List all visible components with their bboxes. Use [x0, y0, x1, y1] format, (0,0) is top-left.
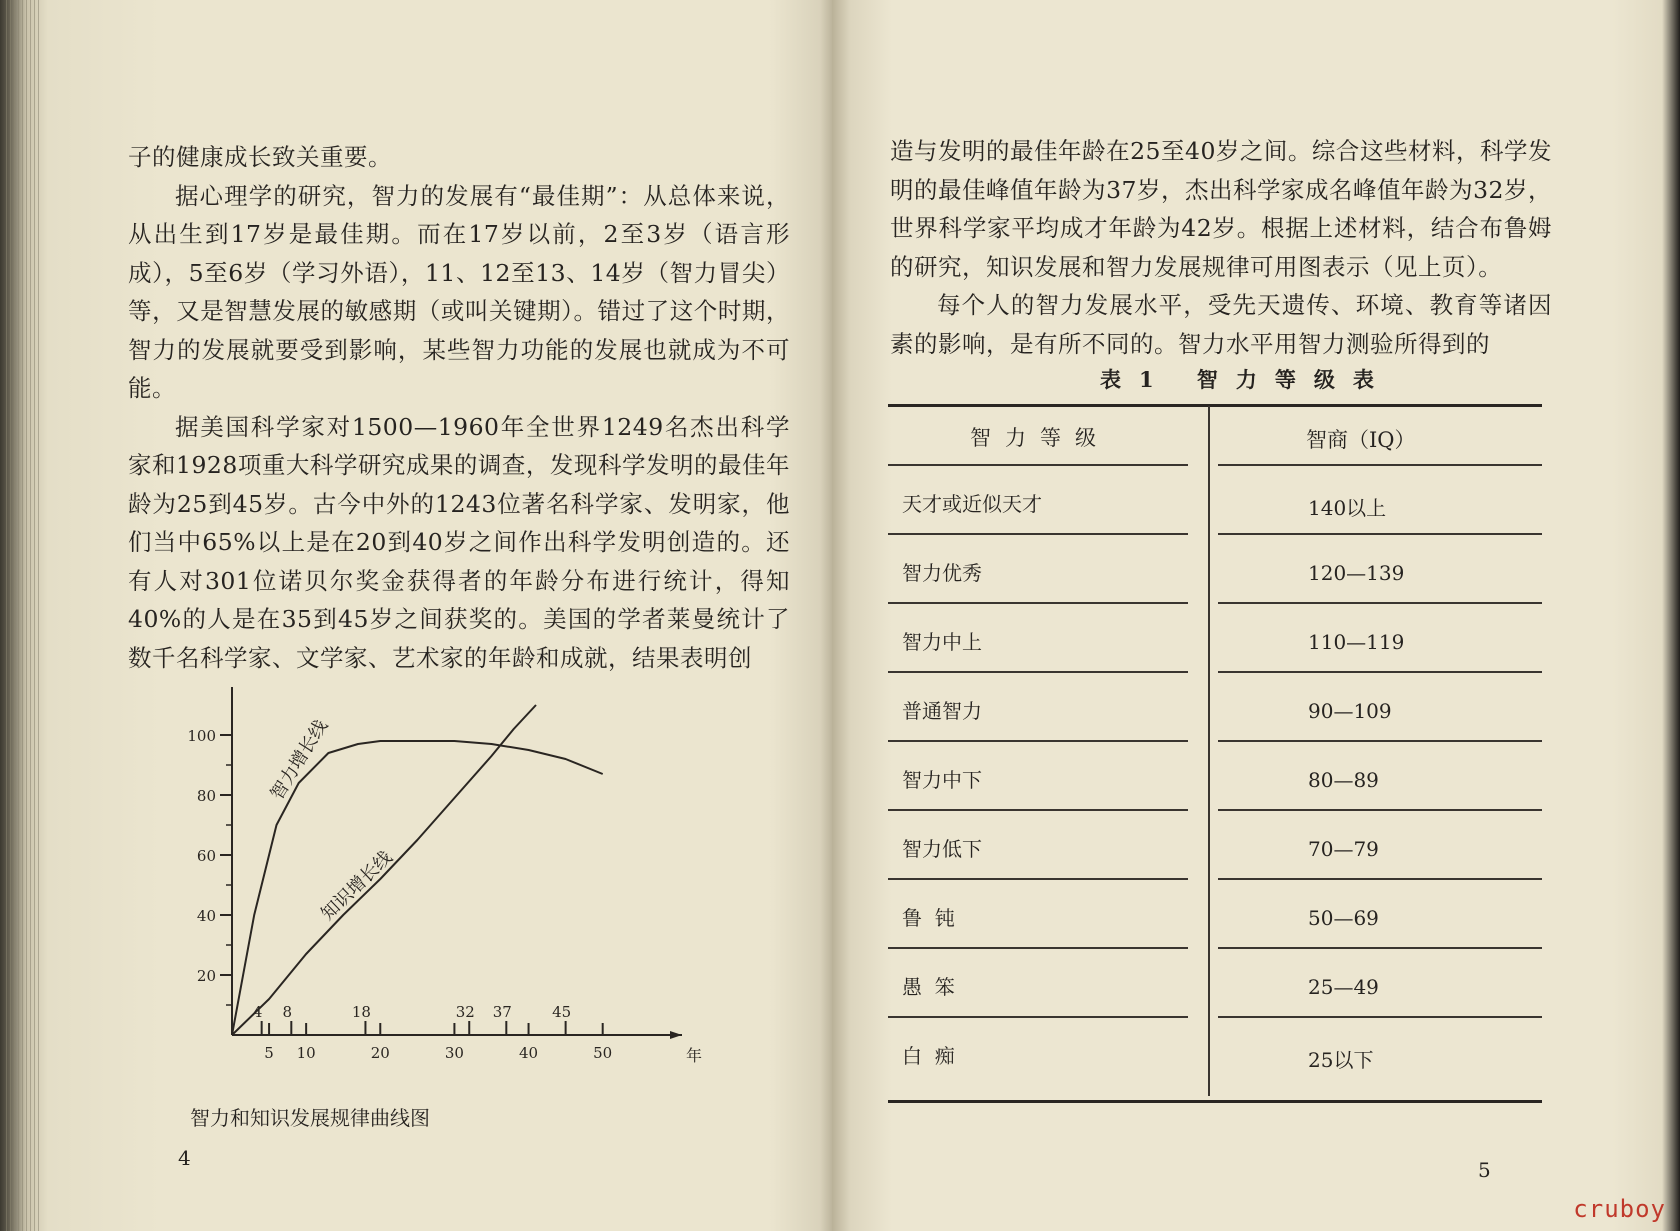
- right-paragraph-1: 造与发明的最佳年龄在25至40岁之间。综合这些材料，科学发明的最佳峰值年龄为37岁，杰出科学家成名峰值年龄为32岁，世界科学家平均成才年龄为42岁。根据上述材料，结合布鲁姆的研究，知识发展和智力发展规律可用图表示（见上页）。: [890, 137, 1552, 281]
- x-axis-arrow: [670, 1031, 682, 1039]
- table-column-divider: [1208, 406, 1210, 1096]
- y-tick-label: 40: [196, 907, 216, 925]
- chart-svg: [150, 680, 710, 1080]
- row-separator-line: [888, 602, 1188, 604]
- development-curve-chart: [150, 680, 710, 1080]
- row-separator-line: [1218, 533, 1542, 535]
- row-separator-line: [1218, 878, 1542, 880]
- x-tick-label: 30: [444, 1044, 464, 1062]
- header-separator-line: [888, 464, 1188, 466]
- grade-cell: 白 痴: [902, 1044, 955, 1068]
- left-paragraph-3: 据美国科学家对1500—1960年全世界1249名杰出科学家和1928项重大科学研究成果的调查，发现科学发明的最佳年龄为25到45岁。古今中外的1243位著名科学家、发明家，他们当中65%以上是在20到40岁之间作出科学发明创造的。还有人对301位诺贝尔奖金获得者的年龄分布进行统计，得知40%的人是在35到45岁之间获奖的。美国的学者莱曼统计了数千名科学家、文学家、艺术家的年龄和成就，结果表明创: [128, 412, 790, 672]
- series-label-knowledge: 知识增长线: [317, 846, 397, 925]
- grade-cell: 智力优秀: [902, 561, 982, 585]
- iq-cell: 70—79: [1308, 837, 1379, 861]
- header-iq: 智商（IQ）: [1306, 428, 1416, 452]
- row-separator-line: [888, 671, 1188, 673]
- row-separator-line: [1218, 740, 1542, 742]
- row-separator-line: [888, 1016, 1188, 1018]
- x-marker-label: 8: [282, 1003, 293, 1021]
- table-bottom-rule: [888, 1100, 1542, 1103]
- grade-cell: 智力中下: [902, 768, 982, 792]
- x-marker-label: 18: [351, 1003, 371, 1021]
- grade-cell: 智力中上: [902, 630, 982, 654]
- row-separator-line: [1218, 671, 1542, 673]
- left-paragraph-2: 据心理学的研究，智力的发展有“最佳期”：从总体来说，从出生到17岁是最佳期。而在17岁以前，2至3岁（语言形成），5至6岁（学习外语），11、12至13、14岁（智力冒尖）等，又是智慧发展的敏感期（或叫关键期）。错过了这个时期，智力的发展就要受到影响，某些智力功能的发展也就成为不可能。: [128, 181, 790, 402]
- header-separator-line: [1218, 464, 1542, 466]
- page-number-right: 5: [1478, 1158, 1491, 1182]
- row-separator-line: [1218, 602, 1542, 604]
- page-number-left: 4: [178, 1146, 191, 1170]
- row-separator-line: [888, 878, 1188, 880]
- row-separator-line: [888, 809, 1188, 811]
- table-top-rule: [888, 404, 1542, 407]
- iq-cell: 110—119: [1308, 630, 1405, 654]
- x-tick-label: 5: [264, 1044, 274, 1062]
- iq-cell: 25—49: [1308, 975, 1379, 999]
- grade-cell: 鲁 钝: [902, 906, 955, 930]
- right-page-text: [890, 132, 1552, 363]
- iq-cell: 140以上: [1308, 496, 1387, 520]
- iq-cell: 25以下: [1308, 1048, 1374, 1072]
- iq-cell: 80—89: [1308, 768, 1379, 792]
- grade-cell: 智力低下: [902, 837, 982, 861]
- row-separator-line: [1218, 1016, 1542, 1018]
- grade-cell: 普通智力: [902, 699, 982, 723]
- watermark: cruboy: [1573, 1195, 1666, 1223]
- row-separator-line: [1218, 809, 1542, 811]
- y-tick-label: 60: [196, 847, 216, 865]
- iq-cell: 90—109: [1308, 699, 1392, 723]
- row-separator-line: [888, 740, 1188, 742]
- table-title: 表1 智力等级表: [1100, 367, 1392, 392]
- x-tick-label: 20: [370, 1044, 390, 1062]
- x-marker-label: 4: [252, 1003, 263, 1021]
- x-axis-label: 年: [686, 1046, 703, 1065]
- x-marker-label: 32: [455, 1003, 475, 1021]
- left-page: [0, 0, 832, 1231]
- iq-grade-table: [888, 400, 1542, 1108]
- series-label-intelligence: 智力增长线: [266, 716, 333, 804]
- grade-cell: 愚 笨: [902, 975, 955, 999]
- row-separator-line: [888, 533, 1188, 535]
- x-tick-label: 50: [593, 1044, 613, 1062]
- grade-cell: 天才或近似天才: [902, 492, 1042, 516]
- page-edge-stack: [6, 0, 40, 1231]
- iq-cell: 50—69: [1308, 906, 1379, 930]
- row-separator-line: [1218, 947, 1542, 949]
- row-separator-line: [888, 947, 1188, 949]
- header-grade: 智力等级: [970, 426, 1110, 450]
- chart-caption: 智力和知识发展规律曲线图: [190, 1106, 430, 1130]
- x-marker-label: 45: [552, 1003, 572, 1021]
- right-paragraph-2: 每个人的智力发展水平，受先天遗传、环境、教育等诸因素的影响，是有所不同的。智力水平用智力测验所得到的: [890, 291, 1552, 358]
- y-tick-label: 80: [196, 787, 216, 805]
- x-tick-label: 40: [519, 1044, 539, 1062]
- x-tick-label: 10: [296, 1044, 316, 1062]
- left-paragraph-1: 子的健康成长致关重要。: [128, 143, 392, 171]
- x-marker-label: 37: [492, 1003, 512, 1021]
- y-tick-label: 20: [196, 967, 216, 985]
- y-tick-label: 100: [187, 727, 216, 745]
- left-page-text: [128, 138, 790, 677]
- iq-cell: 120—139: [1308, 561, 1405, 585]
